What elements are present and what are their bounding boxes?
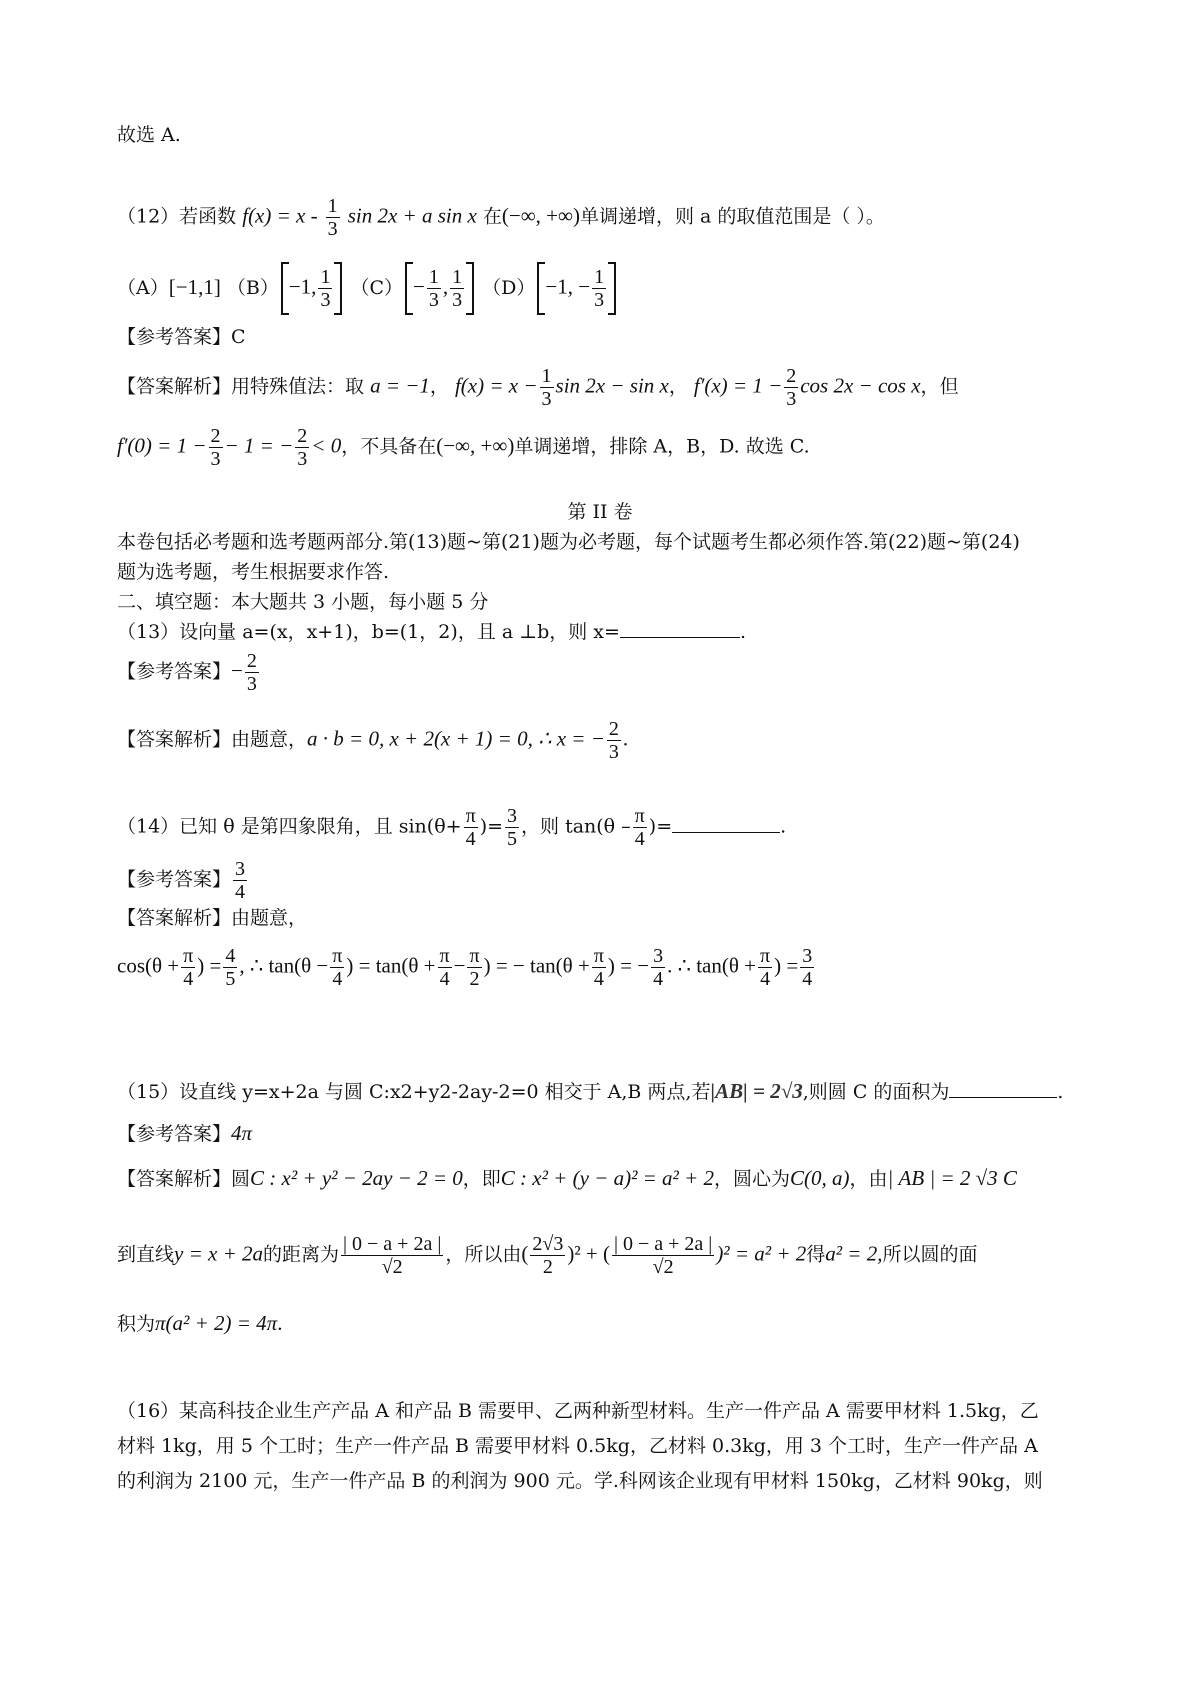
section-heading: 二、填空题：本大题共 3 小题，每小题 5 分: [117, 591, 489, 613]
q15-analysis-line1: 【答案解析】圆C : x² + y² − 2ay − 2 = 0，即C : x² + (y − a)² = a² + 2，圆心为C(0, a)，由| AB | = 2 √3 C: [117, 1166, 1017, 1190]
q16-line1: （16）某高科技企业生产产品 A 和产品 B 需要甲、乙两种新型材料。生产一件产品 A 需要甲材料 1.5kg，乙: [117, 1400, 1039, 1422]
part2-desc-line2: 题为选考题，考生根据要求作答.: [117, 561, 390, 583]
q13-answer-blank: [620, 619, 740, 638]
q12-options: [117, 262, 618, 315]
q15-answer-blank: [949, 1079, 1057, 1098]
q12-option-b: （B） −1, $\frac{1}{3}$: [227, 277, 345, 299]
q14-analysis-formula: cos(θ + $\frac{\pi}{4}$ ) = $\frac{4}{5}$ , ∴ tan(θ − $\frac{\pi}{4}$ ) = tan(θ + $\frac{\pi}{4}$ − $\frac{\pi}{2}$ ) = − tan(θ + $\frac{\pi}{4}$ ) = − $\frac{3}{4}$ . ∴ tan(θ + $\frac{\pi}{4}$ ) = $\frac{3}{4}$: [117, 945, 813, 990]
q16-line2: 材料 1kg，用 5 个工时；生产一件产品 B 需要甲材料 0.5kg，乙材料 0.3kg，用 3 个工时，生产一件产品 A: [117, 1435, 1038, 1457]
q15-analysis-line2: 到直线y = x + 2a的距离为 $\frac{| 0 - a + 2a |}{√2}$ ，所以由( $\frac{2√3}{2}$ )² + ( $\frac{| 0 - a + 2a |}{√2}$ )² = a² + 2得a² = 2,所以圆的面: [117, 1233, 978, 1278]
q12-analysis-line2: f′(0) = 1 − $\frac{2}{3}$ − 1 = − $\frac{2}{3}$ < 0，不具备在(−∞, +∞)单调递增，排除 A，B，D. 故选 C.: [117, 425, 810, 470]
q12-answer: 【参考答案】C: [117, 326, 246, 348]
intro-line: 故选 A.: [117, 124, 181, 146]
q16-line3: 的利润为 2100 元，生产一件产品 B 的利润为 900 元。学.科网该企业现有甲材料 150kg，乙材料 90kg，则: [117, 1470, 1043, 1492]
q12-analysis-line1: 【答案解析】用特殊值法：取 a = −1， f(x) = x − $\frac{1}{3}$ sin 2x − sin x， f′(x) = 1 − $\frac{2}{3}$ cos 2x − cos x，但: [117, 365, 959, 410]
q12-question: （12）若函数 f(x) = x - $\frac{1}{3}$ sin 2x + a sin x 在(−∞, +∞)单调递增，则 a 的取值范围是（ ）。: [117, 195, 885, 240]
q14-answer-blank: [672, 814, 780, 833]
part2-title: 第 II 卷: [567, 501, 633, 523]
q12-option-a: （A）[−1,1]: [117, 274, 221, 299]
q13-answer: 【参考答案】− $\frac{2}{3}$: [117, 650, 257, 695]
q12-fraction: $\frac{1}{3}$: [327, 195, 338, 240]
q15-question: （15）设直线 y=x+2a 与圆 C:x2+y2-2ay-2=0 相交于 A,B 两点,若|AB| = 2√3,则圆 C 的面积为 .: [117, 1079, 1064, 1103]
q14-question: （14）已知 θ 是第四象限角，且 sin(θ+ $\frac{\pi}{4}$ )= $\frac{3}{5}$ ，则 tan(θ – $\frac{\pi}{4}$ )= .: [117, 805, 787, 850]
q12-option-c: （C） − $\frac{1}{3}$ , $\frac{1}{3}$: [350, 277, 476, 299]
q12-option-d: （D） −1, − $\frac{1}{3}$: [482, 277, 618, 299]
q13-analysis: 【答案解析】由题意，a · b = 0, x + 2(x + 1) = 0, ∴ x = − $\frac{2}{3}$ .: [117, 718, 629, 763]
q13-question: （13）设向量 a=(x，x+1)，b=(1，2)，且 a ⊥b，则 x= .: [117, 621, 746, 643]
q15-analysis-line3: 积为π(a² + 2) = 4π.: [117, 1311, 283, 1335]
q14-analysis: 【答案解析】由题意，: [117, 907, 308, 929]
part2-desc-line1: 本卷包括必考题和选考题两部分.第(13)题~第(21)题为必考题，每个试题考生都必须作答.第(22)题~第(24): [117, 531, 1020, 553]
q14-answer: 【参考答案】 $\frac{3}{4}$: [117, 858, 246, 903]
q15-answer: 【参考答案】4π: [117, 1121, 253, 1145]
